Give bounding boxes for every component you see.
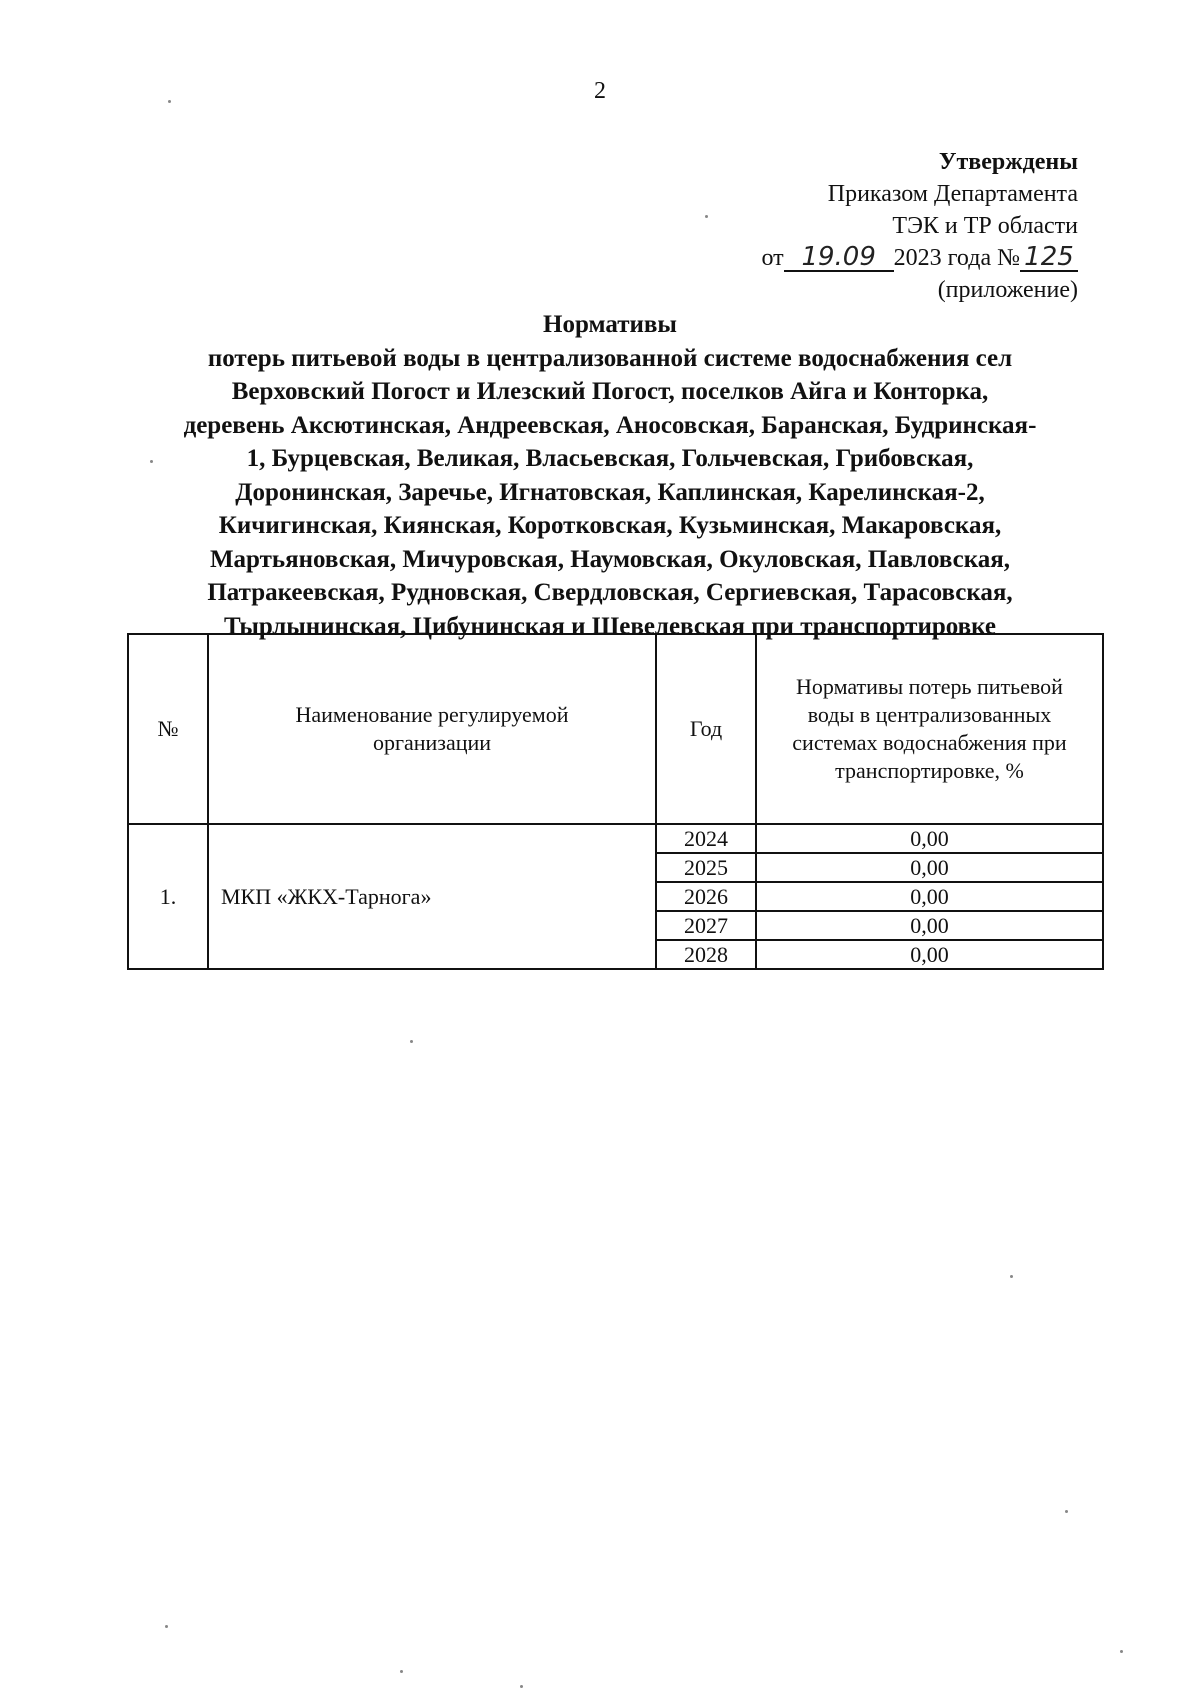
- title-line: потерь питьевой воды в централизованной системе водоснабжения сел: [207, 344, 1013, 372]
- title-line: Верховский Погост и Илезский Погост, поселков Айга и Конторка,: [231, 378, 989, 405]
- title-line: Доронинская, Заречье, Игнатовская, Каплинская, Карелинская-2,: [235, 478, 985, 506]
- approval-block: [762, 146, 1079, 306]
- organization-name: МКП «ЖКХ-Тарнога»: [208, 824, 656, 969]
- title-line: Тырлынинская, Цибунинская и Шевелевская при транспортировке: [223, 612, 997, 640]
- handwritten-number: 125: [1020, 244, 1078, 272]
- year-cell: 2026: [656, 882, 756, 911]
- scan-speck: [410, 1040, 413, 1043]
- scan-speck: [1010, 1275, 1013, 1278]
- norm-value-cell: 0,00: [756, 911, 1103, 940]
- header-norm: Нормативы потерь питьевой воды в централизованных системах водоснабжения при транспортировке, %: [756, 634, 1103, 824]
- header-org: Наименование регулируемой организации: [208, 634, 656, 824]
- norm-value-cell: 0,00: [756, 882, 1103, 911]
- scan-speck: [168, 100, 171, 103]
- table-header-row: [128, 634, 1103, 824]
- year-cell: 2027: [656, 911, 756, 940]
- approval-line-tek: ТЭК и ТР области: [892, 213, 1078, 239]
- title-line: Кичигинская, Киянская, Коротковская, Кузьминская, Макаровская,: [218, 512, 1002, 539]
- title-line: Патракеевская, Рудновская, Свердловская, Сергиевская, Тарасовская,: [207, 579, 1013, 606]
- header-year: Год: [656, 634, 756, 824]
- scan-speck: [165, 1625, 168, 1628]
- year-cell: 2024: [656, 824, 756, 853]
- title-line: 1, Бурцевская, Великая, Власьевская, Гольчевская, Грибовская,: [246, 445, 974, 472]
- title-line: Мартьяновская, Мичуровская, Наумовская, Окуловская, Павловская,: [209, 545, 1011, 573]
- row-number: 1.: [128, 824, 208, 969]
- approval-line-department: Приказом Департамента: [827, 181, 1078, 207]
- norm-value-cell: 0,00: [756, 824, 1103, 853]
- approval-line-date: [762, 242, 1079, 274]
- norms-table: [127, 633, 1104, 970]
- year-cell: 2028: [656, 940, 756, 969]
- title-heading: Нормативы: [543, 311, 677, 338]
- year-text: 2023 года №: [893, 245, 1020, 271]
- scan-speck: [1065, 1510, 1068, 1513]
- date-prefix: от: [761, 245, 784, 271]
- header-no: №: [128, 634, 208, 824]
- approval-heading: Утверждены: [938, 149, 1078, 175]
- year-cell: 2025: [656, 853, 756, 882]
- norm-value-cell: 0,00: [756, 940, 1103, 969]
- scan-speck: [1120, 1650, 1123, 1653]
- document-title: [130, 308, 1090, 643]
- norm-value-cell: 0,00: [756, 853, 1103, 882]
- scan-speck: [400, 1670, 403, 1673]
- table-row: [128, 824, 1103, 853]
- page-number: 2: [594, 78, 606, 104]
- handwritten-date: 19.09: [784, 244, 894, 272]
- title-line: деревень Аксютинская, Андреевская, Аносовская, Баранская, Будринская-: [183, 411, 1037, 439]
- approval-line-appendix: (приложение): [937, 277, 1078, 303]
- scan-speck: [150, 460, 153, 463]
- scan-speck: [705, 215, 708, 218]
- scan-speck: [520, 1685, 523, 1688]
